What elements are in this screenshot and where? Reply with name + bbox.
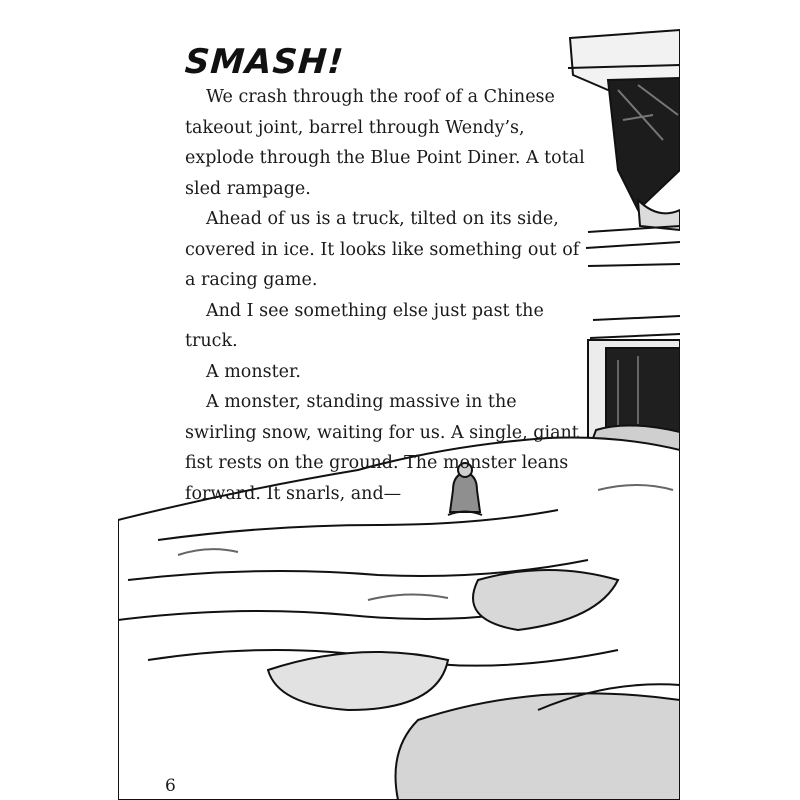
chapter-sound-effect-heading: SMASH! [183, 42, 346, 82]
paragraph: Ahead of us is a truck, tilted on its side, covered in ice. It looks like something out of a racing game. [185, 209, 580, 290]
paragraph: And I see something else just past the truck. [185, 300, 544, 351]
paragraph: We crash through the roof of a Chinese takeout joint, barrel through Wendy’s, explode through the Blue Point Diner. A total sled rampage. [185, 87, 585, 199]
page-number: 6 [165, 776, 176, 796]
paragraph: A monster. [206, 361, 301, 382]
paragraph: A monster, standing massive in the swirling snow, waiting for us. A single, giant fist rests on the ground. The monster leans forward. It snarls, and— [185, 392, 579, 504]
book-page [118, 20, 680, 800]
story-text [185, 82, 585, 509]
